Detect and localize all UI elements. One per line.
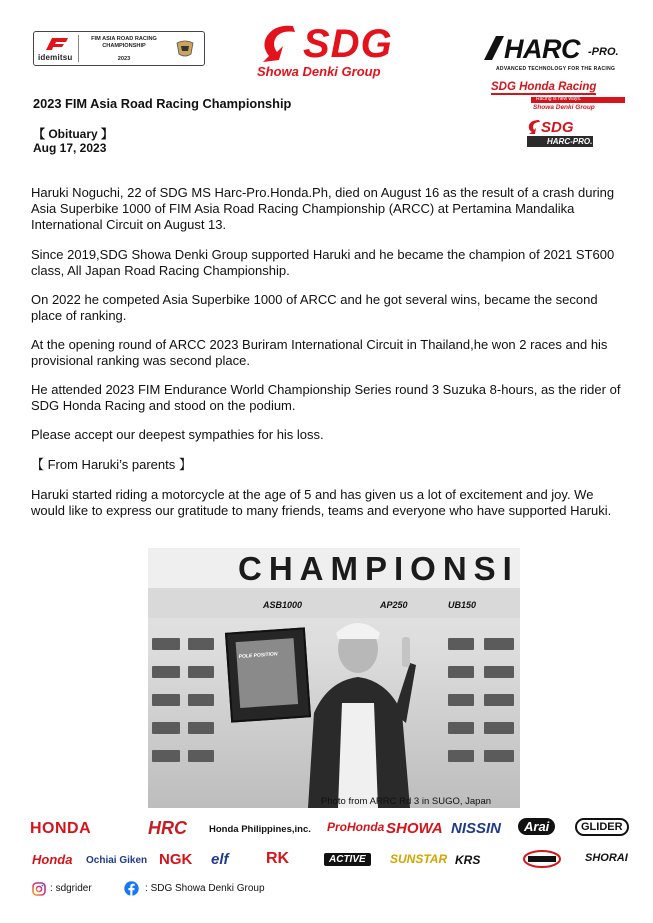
sdg-honda-racing-group: Showa Denki Group <box>533 104 595 111</box>
backdrop-logo <box>484 750 514 762</box>
sdg-honda-racing-title: SDG Honda Racing <box>491 81 597 93</box>
idemitsu-fim-logo <box>33 31 205 66</box>
idemitsu-icon <box>44 36 70 52</box>
paragraph-2023-opening: At the opening round of ARCC 2023 Buriram International Circuit in Thailand,he won 2 races and his provisional ranking was second place. <box>31 337 608 368</box>
document-category: 【 Obituary 】 <box>33 127 114 141</box>
sponsor-krs: KRS <box>455 853 481 867</box>
class-badge: ASB1000 <box>263 600 303 610</box>
parents-heading: 【 From Haruki’s parents 】 <box>31 457 192 472</box>
sdg-subtitle: Showa Denki Group <box>257 64 381 79</box>
sdg-small-wordmark: SDG <box>541 119 574 136</box>
harc-wordmark: HARC <box>504 34 580 64</box>
fim-year: 2023 <box>117 56 131 62</box>
idemitsu-label: idemitsu <box>38 53 73 62</box>
backdrop-logo <box>484 638 514 650</box>
document-date: Aug 17, 2023 <box>33 141 107 155</box>
sdg-honda-racing-tag: Racing is new ways. <box>536 96 582 102</box>
facebook-page-text: SDG Showa Denki Group <box>150 883 265 894</box>
wreath-logo-icon <box>522 849 562 869</box>
separator-colon: : <box>50 883 56 894</box>
crest-icon <box>174 37 196 59</box>
rider-photo <box>148 548 520 808</box>
photo-caption: Photo from ARRC Rd 3 in SUGO, Japan <box>321 796 492 807</box>
backdrop-logo <box>152 694 180 706</box>
backdrop-logo <box>484 666 514 678</box>
sdg-harc-small-logo <box>527 119 597 147</box>
backdrop-logo <box>448 722 474 734</box>
sponsor-showa: SHOWA <box>386 820 443 837</box>
sponsor-sunstar: SUNSTAR <box>390 852 448 866</box>
sdg-swoosh-icon <box>259 24 303 64</box>
harc-pro-suffix: -PRO. <box>588 46 619 58</box>
sponsor-rk: RK <box>266 850 290 867</box>
sponsor-prohonda: ProHonda <box>327 820 385 834</box>
backdrop-logo <box>448 694 474 706</box>
paragraph-2022: On 2022 he competed Asia Superbike 1000 of ARCC and he got several wins, became the second place of ranking. <box>31 292 598 323</box>
separator-colon: : <box>145 883 151 894</box>
backdrop-logo <box>448 750 474 762</box>
fim-title: FIM ASIA ROAD RACING CHAMPIONSHIP <box>91 36 157 49</box>
sponsor-ngk: NGK <box>159 851 193 868</box>
sponsor-hrc: HRC <box>148 818 187 838</box>
sponsor-active: ACTIVE <box>324 853 371 866</box>
rider-figure <box>298 603 418 808</box>
harc-wing-icon <box>482 34 506 64</box>
backdrop-logo <box>188 694 214 706</box>
sdg-small-bar-text: HARC-PRO. <box>547 137 593 146</box>
backdrop-logo <box>188 750 214 762</box>
backdrop-logo <box>448 666 474 678</box>
sdg-logo <box>255 22 425 80</box>
instagram-icon[interactable] <box>32 882 46 896</box>
paragraph-parents: Haruki started riding a motorcycle at the age of 5 and has given us a lot of excitement and joy. We would like to express our gratitude to many friends, teams and everyone who have supported Haruki. <box>31 487 612 518</box>
sdg-honda-racing-logo <box>491 81 626 111</box>
plaque-text: POLE POSITION <box>238 651 278 660</box>
backdrop-logo <box>484 694 514 706</box>
sponsor-honda-lease: Honda <box>32 852 73 867</box>
sponsor-honda-philippines: Honda Philippines,inc. <box>209 824 311 835</box>
sponsor-glider: GLIDER <box>575 818 629 836</box>
backdrop-logo <box>152 750 180 762</box>
class-badge: AP250 <box>380 600 408 610</box>
backdrop-logo <box>152 638 180 650</box>
instagram-handle-text: sdgrider <box>55 883 92 894</box>
sponsor-honda: HONDA <box>30 820 92 837</box>
backdrop-logo <box>188 666 214 678</box>
sponsor-shorai: SHORAI <box>585 852 628 864</box>
backdrop-logo <box>188 638 214 650</box>
harc-pro-logo <box>482 34 622 74</box>
paragraph-obituary: Haruki Noguchi, 22 of SDG MS Harc-Pro.Honda.Ph, died on August 16 as the result of a crash during Asia Superbike 1000 of FIM Asia Road Racing Championship (ARCC) at Pertamina Mandalika International Circuit on August 13. <box>31 185 615 232</box>
sponsor-elf: elf <box>211 851 229 868</box>
sponsor-arai: Arai <box>518 818 555 835</box>
paragraph-support: Since 2019,SDG Showa Denki Group supported Haruki and he became the champion of 2021 ST600 class, All Japan Road Racing Championship. <box>31 247 615 278</box>
logo-divider <box>78 35 79 62</box>
backdrop-logo <box>188 722 214 734</box>
sponsor-nissin: NISSIN <box>451 820 502 837</box>
photo-banner-text: CHAMPIONSI <box>238 550 519 587</box>
backdrop-logo <box>152 666 180 678</box>
pole-position-plaque <box>225 627 311 722</box>
harc-tagline: ADVANCED TECHNOLOGY FOR THE RACING <box>496 66 616 72</box>
paragraph-suzuka: He attended 2023 FIM Endurance World Championship Series round 3 Suzuka 8-hours, as the rider of SDG Honda Racing and stood on the podium. <box>31 382 621 413</box>
sdg-small-swoosh-icon <box>527 119 541 135</box>
instagram-handle[interactable] <box>50 883 92 894</box>
facebook-icon[interactable] <box>124 881 139 896</box>
class-badge: UB150 <box>448 600 477 610</box>
document-heading: 2023 FIM Asia Road Racing Championship <box>33 96 292 111</box>
backdrop-logo <box>152 722 180 734</box>
sdg-wordmark: SDG <box>303 22 393 66</box>
plaque-face <box>236 638 298 708</box>
sponsor-ochiai-giken: Ochiai Giken <box>86 855 148 866</box>
facebook-page[interactable] <box>145 883 265 894</box>
backdrop-logo <box>484 722 514 734</box>
backdrop-logo <box>448 638 474 650</box>
paragraph-sympathies: Please accept our deepest sympathies for his loss. <box>31 427 324 442</box>
